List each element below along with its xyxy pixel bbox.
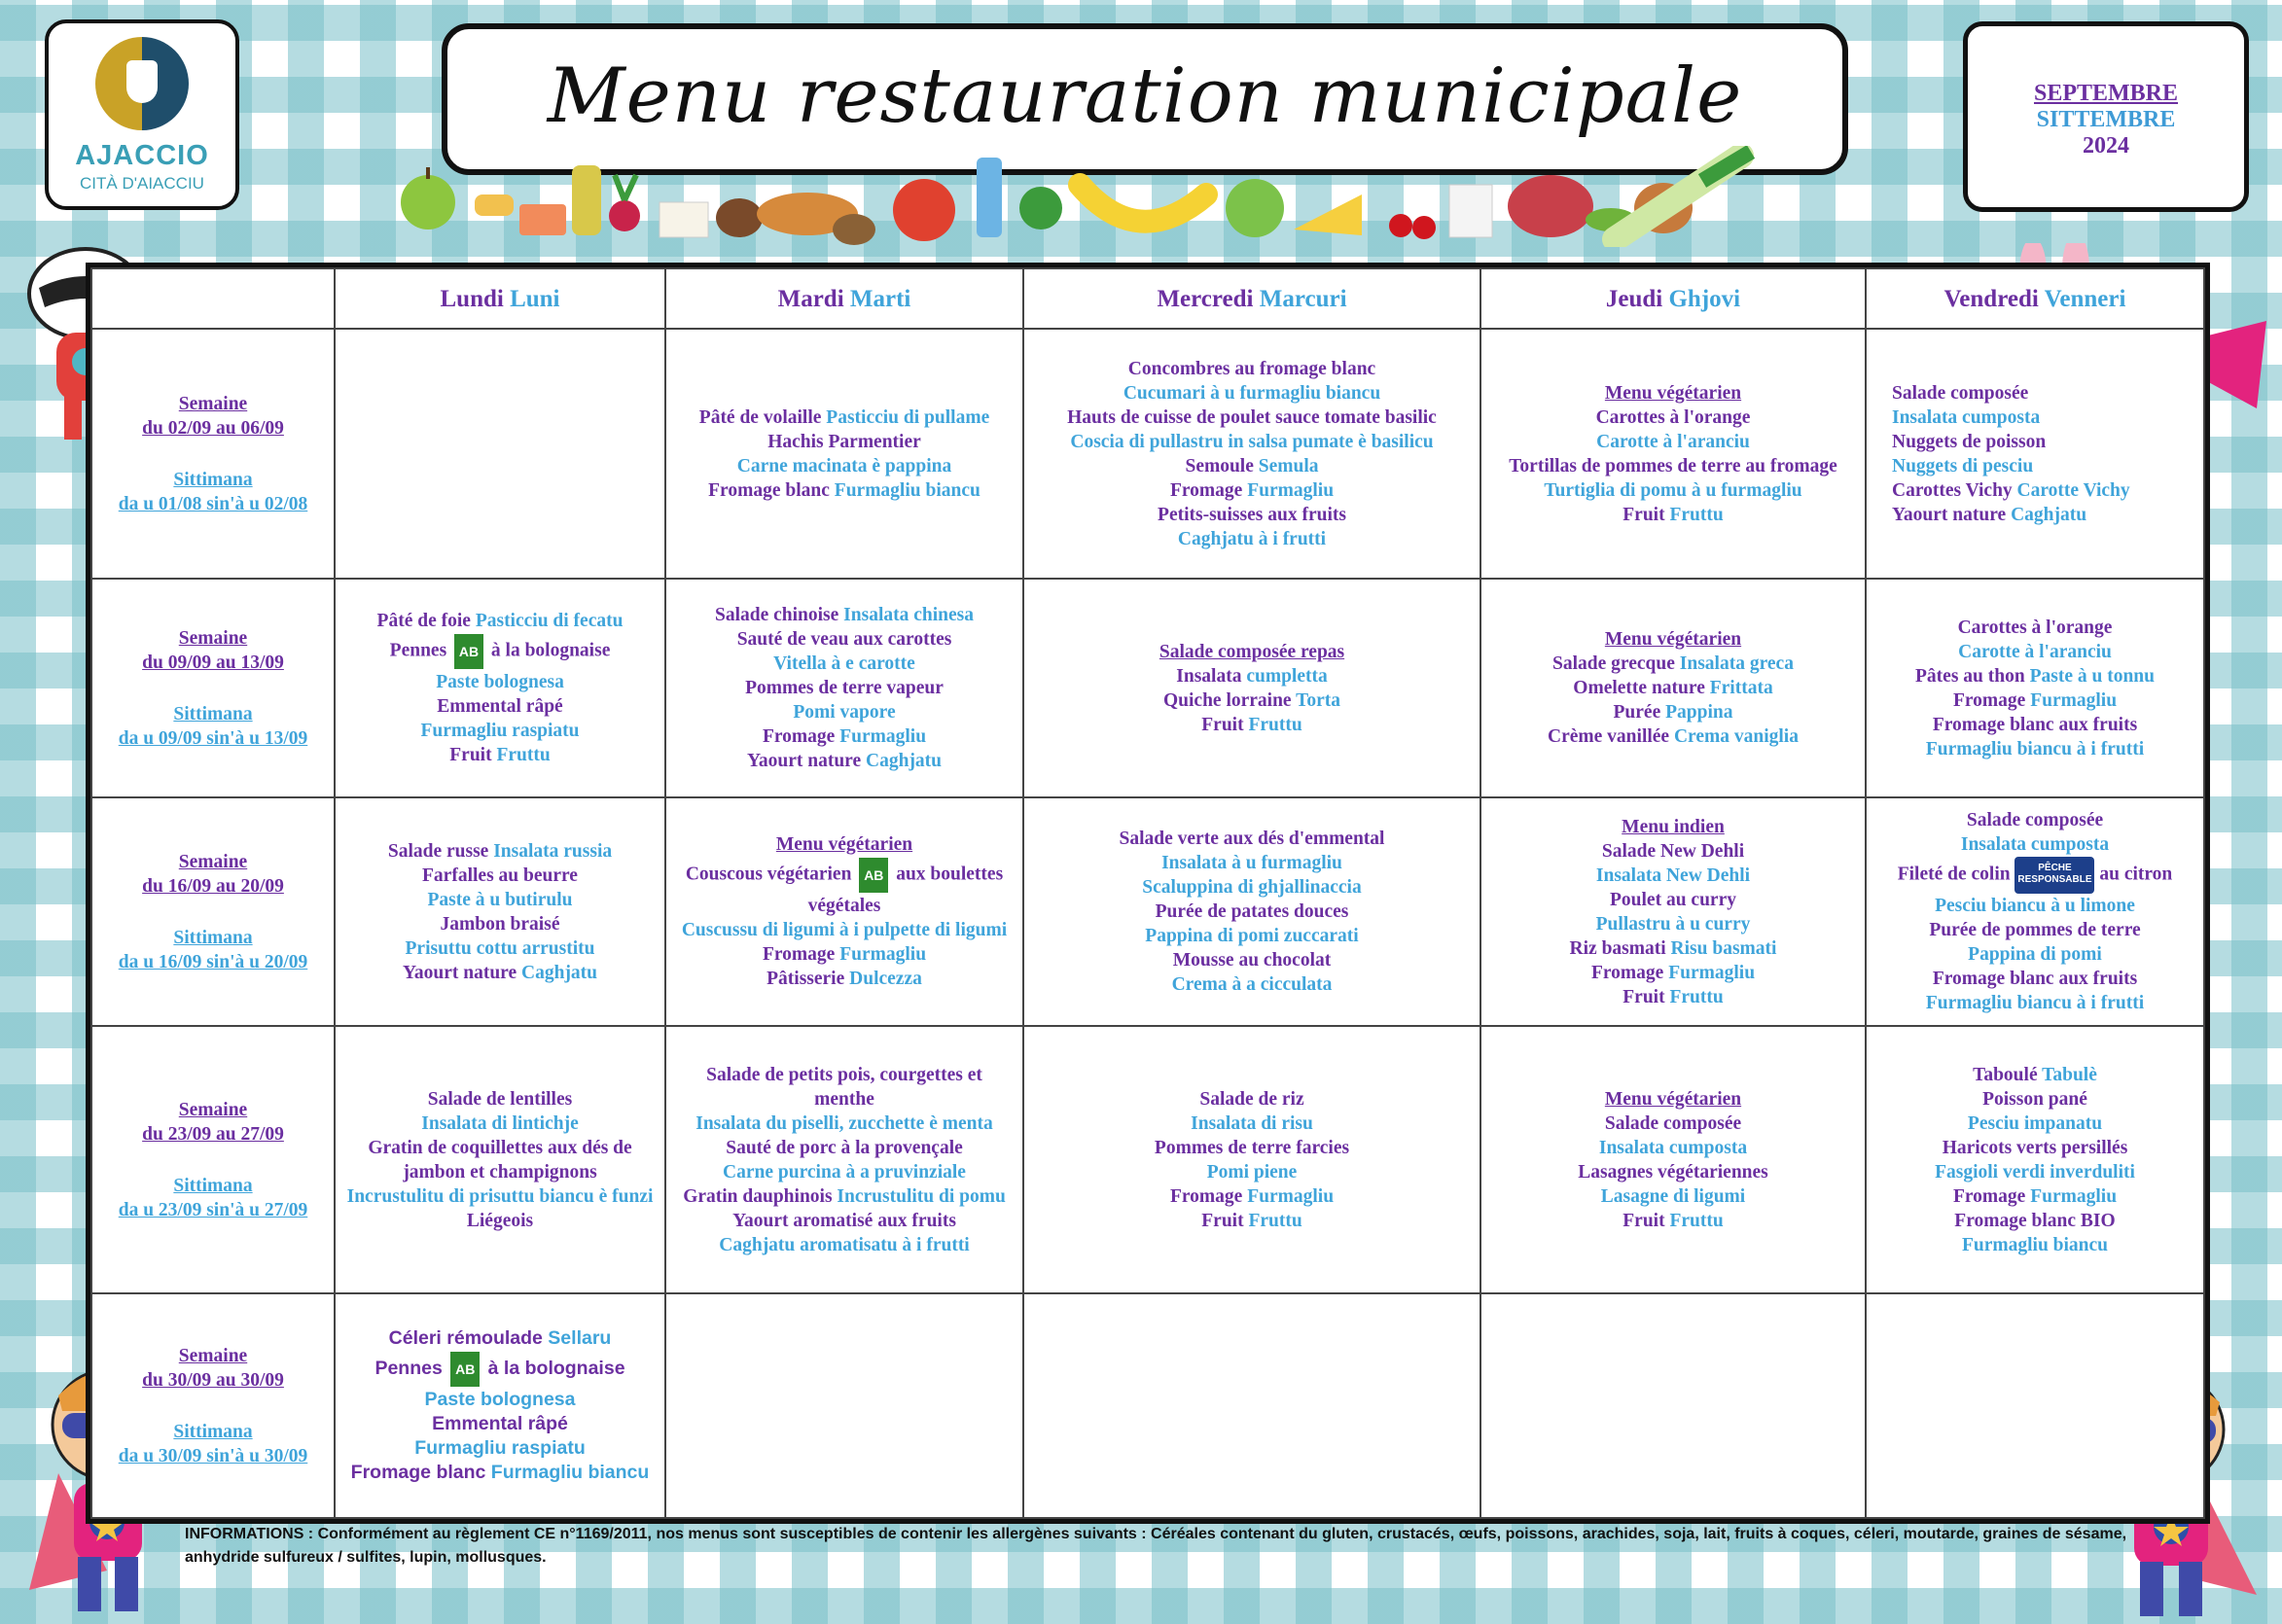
coat-of-arms-icon — [95, 37, 189, 130]
week-label: Semaine du 09/09 au 13/09 Sittimana da u 09/09 sin'à u 13/09 — [91, 579, 335, 797]
month-fr: SEPTEMBRE — [2033, 81, 2179, 106]
month-co: SITTEMBRE — [2036, 107, 2176, 132]
menu-cell: Salade russe Insalata russia Farfalles au beurre Paste à u butirulu Jambon braisé Prisuttu cottu arrustitu Yaourt nature Caghjatu — [335, 797, 665, 1026]
week-label: Semaine du 30/09 au 30/09 Sittimana da u 30/09 sin'à u 30/09 — [91, 1293, 335, 1518]
allergen-information: INFORMATIONS : Conformément au règlement CE n°1169/2011, nos menus sont susceptibles de contenir les allergènes suivants : Céréales contenant du gluten, crustacés, œufs, poissons, arachides, soja, lait, fruits à coques, céleri, moutarde, graines de sésame, anhydride sulfureux / sulfites, lupin, mollusques. — [185, 1526, 2127, 1566]
chestnut-icon — [716, 198, 763, 237]
week-row — [91, 797, 2204, 1026]
menu-cell: Salade verte aux dés d'emmental Insalata à u furmagliu Scaluppina di ghjallinaccia Purée de patates douces Pappina di pomi zuccarati Mousse au chocolat Crema à a cicculata — [1023, 797, 1480, 1026]
menu-cell: Salade composée repas Insalata cumpletta Quiche lorraine Torta Fruit Fruttu — [1023, 579, 1480, 797]
day-header-tuesday: Mardi Marti — [665, 268, 1023, 329]
menu-cell: Salade de lentilles Insalata di lintichje Gratin de coquillettes aux dés de jambon et champignons Incrustulitu di prisuttu biancu è funzi Liégeois — [335, 1026, 665, 1293]
menu-cell: Salade composée Insalata cumposta Nuggets de poisson Nuggets di pesciu Carottes Vichy Carotte Vichy Yaourt nature Caghjatu — [1866, 329, 2204, 579]
water-bottle-icon — [977, 158, 1002, 237]
organic-bio-icon: AB — [858, 857, 889, 894]
week-row — [91, 329, 2204, 579]
logo-subtitle: CITÀ D'AIACCIU — [80, 174, 204, 193]
day-header-friday: Vendredi Venneri — [1866, 268, 2204, 329]
week-row — [91, 1026, 2204, 1293]
menu-cell-empty — [1023, 1293, 1480, 1518]
menu-cell: Salade chinoise Insalata chinesa Sauté de veau aux carottes Vitella à e carotte Pommes de terre vapeur Pomi vapore Fromage Furmagliu Yaourt nature Caghjatu — [665, 579, 1023, 797]
yogurt-icon — [1449, 185, 1492, 237]
week-row — [91, 579, 2204, 797]
menu-table — [90, 267, 2205, 1519]
radish-icon — [609, 175, 640, 231]
apple-icon — [401, 167, 455, 229]
menu-cell: Menu végétarien Salade composée Insalata cumposta Lasagnes végétariennes Lasagne di ligumi Fruit Fruttu — [1480, 1026, 1866, 1293]
logo-name: AJACCIO — [75, 140, 209, 171]
menu-cell: Pâté de foie Pasticciu di fecatu Pennes AB à la bolognaise Paste bolognesa Emmental râpé Furmagliu raspiatu Fruit Fruttu — [335, 579, 665, 797]
menu-cell: Salade composée Insalata cumposta Fileté de colin PÊCHE RESPONSABLE au citron Pesciu biancu à u limone Purée de pommes de terre Pappina di pomi Fromage blanc aux fruits Furmagliu biancu à i frutti — [1866, 797, 2204, 1026]
date-box — [1963, 21, 2249, 212]
page-title: Menu restauration municipale — [547, 53, 1743, 140]
menu-cell: Salade de petits pois, courgettes et menthe Insalata du piselli, zucchette è menta Sauté de porc à la provençale Carne purcina à a pruvinziale Gratin dauphinois Incrustulitu di pomu Yaourt aromatisé aux fruits Caghjatu aromatisatu à i frutti — [665, 1026, 1023, 1293]
menu-cell: Menu végétarien Carottes à l'orange Carotte à l'aranciu Tortillas de pommes de terre au fromage Turtiglia di pomu à u furmagliu Fruit Fruttu — [1480, 329, 1866, 579]
menu-grid — [86, 263, 2210, 1524]
organic-bio-icon: AB — [453, 633, 484, 670]
menu-cell-empty — [665, 1293, 1023, 1518]
walnut-icon — [833, 214, 875, 245]
day-header-wednesday: Mercredi Marcuri — [1023, 268, 1480, 329]
days-header-row — [91, 268, 2204, 329]
organic-bio-icon: AB — [449, 1351, 481, 1388]
cheese-icon — [1294, 194, 1362, 235]
menu-cell: Céleri rémoulade Sellaru Pennes AB à la bolognaise Paste bolognesa Emmental râpé Furmagliu raspiatu Fromage blanc Furmagliu biancu — [335, 1293, 665, 1518]
menu-cell: Menu indien Salade New Dehli Insalata New Dehli Poulet au curry Pullastru à u curry Riz basmati Risu basmati Fromage Furmagliu Fruit Fruttu — [1480, 797, 1866, 1026]
menu-cell: Concombres au fromage blanc Cucumari à u furmagliu biancu Hauts de cuisse de poulet sauce tomate basilic Coscia di pullastru in salsa pumate è basilicu Semoule Semula Fromage Furmagliu Petits-suisses aux fruits Caghjatu à i frutti — [1023, 329, 1480, 579]
menu-cell-empty — [335, 329, 665, 579]
tomato-icon — [893, 179, 955, 241]
day-header-monday: Lundi Luni — [335, 268, 665, 329]
menu-cell: Pâté de volaille Pasticciu di pullame Hachis Parmentier Carne macinata è pappina Fromage blanc Furmagliu biancu — [665, 329, 1023, 579]
salmon-icon — [519, 204, 566, 235]
week-label: Semaine du 16/09 au 20/09 Sittimana da u 16/09 sin'à u 20/09 — [91, 797, 335, 1026]
menu-cell-empty — [1480, 1293, 1866, 1518]
city-logo — [45, 19, 239, 210]
food-illustrations — [399, 146, 1916, 247]
menu-cell-empty — [1866, 1293, 2204, 1518]
menu-cell: Menu végétarien Couscous végétarien AB aux boulettes végétales Cuscussu di ligumi à i pulpette di ligumi Fromage Furmagliu Pâtisserie Dulcezza — [665, 797, 1023, 1026]
week-row — [91, 1293, 2204, 1518]
week-label: Semaine du 23/09 au 27/09 Sittimana da u 23/09 sin'à u 27/09 — [91, 1026, 335, 1293]
day-header-thursday: Jeudi Ghjovi — [1480, 268, 1866, 329]
cherries-icon — [1389, 214, 1436, 239]
meat-icon — [1508, 175, 1593, 237]
menu-cell: Taboulé Tabulè Poisson pané Pesciu impanatu Haricots verts persillés Fasgioli verdi inverduliti Fromage Furmagliu Fromage blanc BIO Furmagliu biancu — [1866, 1026, 2204, 1293]
week-label: Semaine du 02/09 au 06/09 Sittimana da u 01/08 sin'à u 02/08 — [91, 329, 335, 579]
sustainable-fishing-icon: PÊCHE RESPONSABLE — [2015, 857, 2094, 894]
oil-bottle-icon — [572, 165, 601, 235]
herbs-icon — [1019, 187, 1062, 229]
menu-cell: Carottes à l'orange Carotte à l'aranciu Pâtes au thon Paste à u tonnu Fromage Furmagliu Fromage blanc aux fruits Furmagliu biancu à i frutti — [1866, 579, 2204, 797]
banana-icon — [1080, 185, 1206, 222]
menu-cell: Menu végétarien Salade grecque Insalata greca Omelette nature Frittata Purée Pappina Crème vanillée Crema vaniglia — [1480, 579, 1866, 797]
corner-cell — [91, 268, 335, 329]
pasta-icon — [475, 194, 514, 216]
menu-cell: Salade de riz Insalata di risu Pommes de terre farcies Pomi piene Fromage Furmagliu Fruit Fruttu — [1023, 1026, 1480, 1293]
lettuce-icon — [1226, 179, 1284, 237]
year: 2024 — [2083, 133, 2129, 159]
tofu-icon — [660, 202, 708, 237]
